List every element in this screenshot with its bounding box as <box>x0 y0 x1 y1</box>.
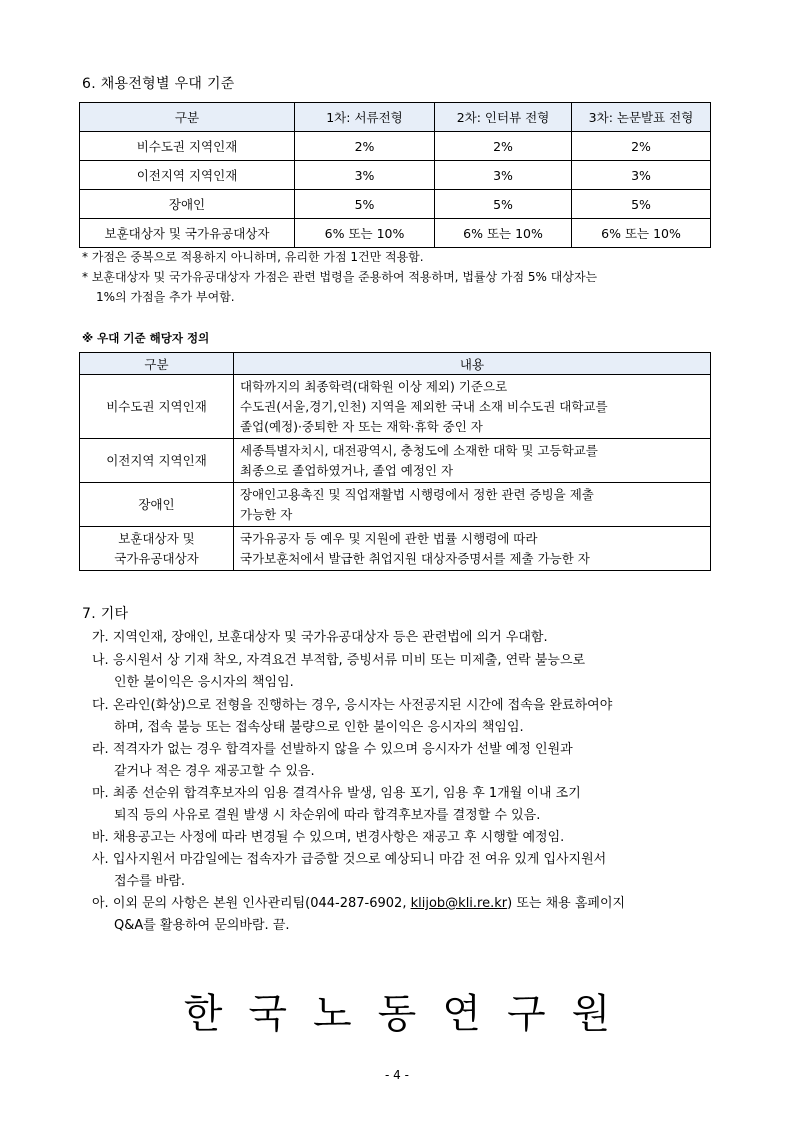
content-line: 졸업(예정)·중퇴한 자 또는 재학·휴학 중인 자 <box>240 418 483 434</box>
header-stage-1: 1차: 서류전형 <box>295 103 435 132</box>
list-item: 마. 최종 선순위 합격후보자의 임용 결격사유 발생, 임용 포기, 임용 후 1개월 이내 조기 퇴직 등의 사유로 결원 발생 시 차순위에 따라 합격후보자를 결정할 수 있음. <box>92 786 581 823</box>
list-item: 다. 온라인(화상)으로 전형을 진행하는 경우, 응시자는 사전공지된 시간에 접속을 완료하여야 하며, 접속 불능 또는 접속상태 불량으로 인한 불이익은 응시자의 책임임. <box>92 698 613 735</box>
row-content <box>234 375 711 439</box>
cell-value: 2% <box>295 132 435 161</box>
header-stage-2: 2차: 인터뷰 전형 <box>435 103 572 132</box>
table-row <box>80 190 711 219</box>
note-2-line-2: 1%의 가점을 추가 부여함. <box>96 290 235 304</box>
row-label: 보훈대상자 및 국가유공대상자 <box>80 219 295 248</box>
table-row <box>80 161 711 190</box>
note-2 <box>82 267 722 307</box>
header-content: 내용 <box>234 353 711 375</box>
list-item: 나. 응시원서 상 기재 착오, 자격요건 부적합, 증빙서류 미비 또는 미제출, 연락 불능으로 인한 불이익은 응시자의 책임임. <box>92 653 586 690</box>
note-2-line-1: * 보훈대상자 및 국가유공대상자 가점은 관련 법령을 준용하여 적용하며, 법률상 가점 5% 대상자는 <box>82 270 598 284</box>
cell-value: 3% <box>572 161 711 190</box>
table-row <box>80 375 711 439</box>
list-item: 바. 채용공고는 사정에 따라 변경될 수 있으며, 변경사항은 재공고 후 시행할 예정임. <box>92 830 565 845</box>
cell-value: 3% <box>295 161 435 190</box>
cell-value: 3% <box>435 161 572 190</box>
list-item-contact: 아. 이외 문의 사항은 본원 인사관리팀(044-287-6902, klijob@kli.re.kr) 또는 채용 홈페이지 Q&A를 활용하여 문의바람. 끝. <box>92 896 626 933</box>
cell-value: 2% <box>435 132 572 161</box>
row-label: 보훈대상자 및 국가유공대상자 <box>80 527 234 571</box>
row-label: 이전지역 지역인재 <box>80 439 234 483</box>
row-label: 장애인 <box>80 190 295 219</box>
table-header-row <box>80 103 711 132</box>
preference-table <box>79 102 711 248</box>
table-row <box>80 132 711 161</box>
table-row <box>80 483 711 527</box>
row-content <box>234 527 711 571</box>
row-content <box>234 439 711 483</box>
cell-value: 5% <box>435 190 572 219</box>
header-category: 구분 <box>80 103 295 132</box>
cell-value: 6% 또는 10% <box>435 219 572 248</box>
content-line: 가능한 자 <box>240 506 293 522</box>
table-row <box>80 439 711 483</box>
content-line: 대학까지의 최종학력(대학원 이상 제외) 기준으로 <box>240 378 508 394</box>
content-line: 국가유공자 등 예우 및 지원에 관한 법률 시행령에 따라 <box>240 530 538 546</box>
header-stage-3: 3차: 논문발표 전형 <box>572 103 711 132</box>
content-line: 국가보훈처에서 발급한 취업지원 대상자증명서를 제출 가능한 자 <box>240 550 590 566</box>
cell-value: 5% <box>295 190 435 219</box>
cell-value: 6% 또는 10% <box>572 219 711 248</box>
content-line: 세종특별자치시, 대전광역시, 충청도에 소재한 대학 및 고등학교를 <box>240 442 598 458</box>
table-row <box>80 219 711 248</box>
content-line: 장애인고용촉진 및 직업재활법 시행령에서 정한 관련 증빙을 제출 <box>240 486 594 502</box>
note-1: * 가점은 중복으로 적용하지 아니하며, 유리한 가점 1건만 적용함. <box>82 250 424 264</box>
cell-value: 2% <box>572 132 711 161</box>
section-6-title: 6. 채용전형별 우대 기준 <box>82 76 235 92</box>
row-label: 장애인 <box>80 483 234 527</box>
section-7-title: 7. 기타 <box>82 606 129 622</box>
organization-name: 한국노동연구원 <box>183 991 637 1037</box>
email-link[interactable]: klijob@kli.re.kr <box>410 896 508 911</box>
cell-value: 6% 또는 10% <box>295 219 435 248</box>
header-category: 구분 <box>80 353 234 375</box>
row-label: 비수도권 지역인재 <box>80 375 234 439</box>
content-line: 수도권(서울,경기,인천) 지역을 제외한 국내 소재 비수도권 대학교를 <box>240 398 608 414</box>
cell-value: 5% <box>572 190 711 219</box>
table-row <box>80 527 711 571</box>
list-item: 라. 적격자가 없는 경우 합격자를 선발하지 않을 수 있으며 응시자가 선발 예정 인원과 같거나 적은 경우 재공고할 수 있음. <box>92 742 573 779</box>
definitions-table <box>79 352 711 571</box>
list-item: 사. 입사지원서 마감일에는 접속자가 급증할 것으로 예상되니 마감 전 여유 있게 입사지원서 접수를 바람. <box>92 852 607 889</box>
list-item: 가. 지역인재, 장애인, 보훈대상자 및 국가유공대상자 등은 관련법에 의거 우대함. <box>92 630 548 645</box>
row-label: 비수도권 지역인재 <box>80 132 295 161</box>
content-line: 최종으로 졸업하였거나, 졸업 예정인 자 <box>240 462 454 478</box>
row-label: 이전지역 지역인재 <box>80 161 295 190</box>
page-number: - 4 - <box>385 1068 409 1082</box>
table-header-row <box>80 353 711 375</box>
row-content <box>234 483 711 527</box>
definitions-title: ※ 우대 기준 해당자 정의 <box>82 331 210 345</box>
